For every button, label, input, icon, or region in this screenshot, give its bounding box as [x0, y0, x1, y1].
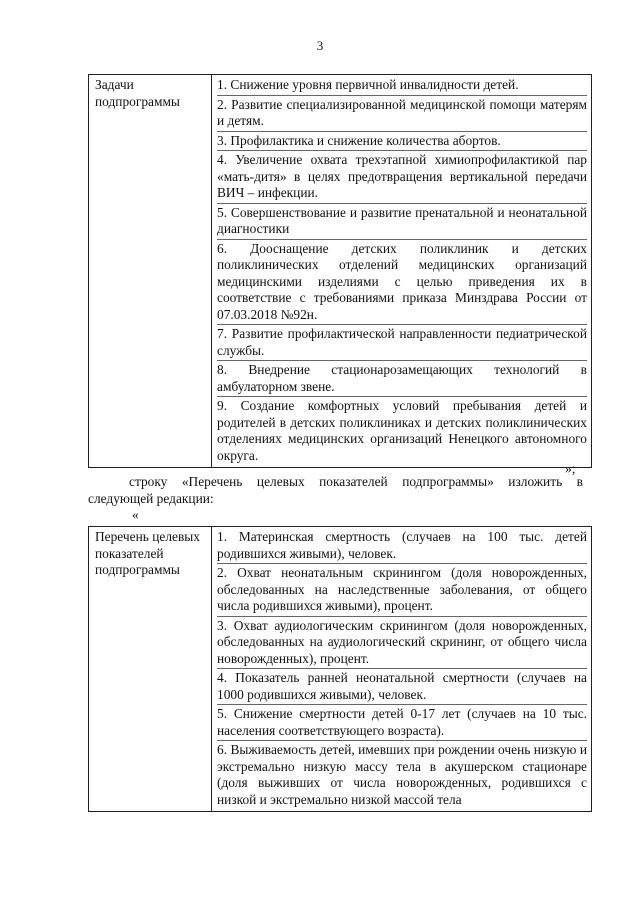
task-item: 9. Создание комфортных условий пребывания детей и родителей в детских поликлиниках и детских поликлинических отделениях медицинских организаций Ненецкого автономного округа. — [217, 398, 587, 463]
task-item: 8. Внедрение стационарозамещающих технологий в амбулаторном звене. — [217, 362, 587, 394]
indicator-item: 5. Снижение смертности детей 0-17 лет (случаев на 10 тыс. населения соответствующего возраста). — [217, 706, 587, 738]
indicator-item: 2. Охват неонатальным скринингом (доля новорожденных, обследованных на наследственные заболевания, от общего числа родившихся живыми), процент. — [217, 565, 587, 613]
indicators-content-cell — [212, 527, 592, 812]
page-number: 3 — [316, 38, 324, 53]
table-row — [89, 527, 592, 812]
task-item: 2. Развитие специализированной медицинской помощи матерям и детям. — [217, 96, 587, 128]
tasks-label-cell: Задачи подпрограммы — [89, 75, 212, 468]
indicator-item: 6. Выживаемость детей, имевших при рождении очень низкую и экстремально низкую массу тела в акушерском стационаре (доля выживших от числа новорожденных, родившихся с низкой и экстремально низкой массой тела — [217, 742, 587, 807]
task-item: 5. Совершенствование и развитие пренатальной и неонатальной диагностики — [217, 204, 587, 236]
task-item: 1. Снижение уровня первичной инвалидности детей. — [217, 77, 519, 92]
subprogram-tasks-table — [88, 74, 592, 468]
instruction-paragraph: строку «Перечень целевых показателей подпрограммы» изложить в следующей редакции: — [88, 474, 583, 506]
opening-quote: « — [132, 507, 139, 522]
task-item: 6. Дооснащение детских поликлиник и детских поликлинических отделений медицинских организаций медицинскими изделиями с целью приведения их в соответствие с требованиями приказа Минздрава России от 07.03.2018 №92н. — [217, 240, 587, 322]
task-item: 3. Профилактика и снижение количества абортов. — [217, 131, 587, 150]
indicator-item: 3. Охват аудиологическим скринингом (доля новорожденных, обследованных на аудиологический скрининг, от общего числа новорожденных), процент. — [217, 617, 587, 666]
tasks-content-cell — [212, 75, 592, 468]
task-item: 4. Увеличение охвата трехэтапной химиопрофилактикой пар «мать-дитя» в целях предотвращения вертикальной передачи ВИЧ – инфекции. — [217, 152, 587, 200]
indicators-label-cell: Перечень целевых показателей подпрограммы — [89, 527, 212, 812]
closing-quote: »; — [565, 461, 576, 476]
task-item: 7. Развитие профилактической направленности педиатрической службы. — [217, 326, 587, 358]
indicator-item: 1. Материнская смертность (случаев на 100 тыс. детей родившихся живыми), человек. — [217, 529, 587, 561]
indicator-item: 4. Показатель ранней неонатальной смертности (случаев на 1000 родившихся живыми), человек. — [217, 670, 587, 702]
table-row — [89, 75, 592, 468]
target-indicators-table — [88, 526, 592, 812]
